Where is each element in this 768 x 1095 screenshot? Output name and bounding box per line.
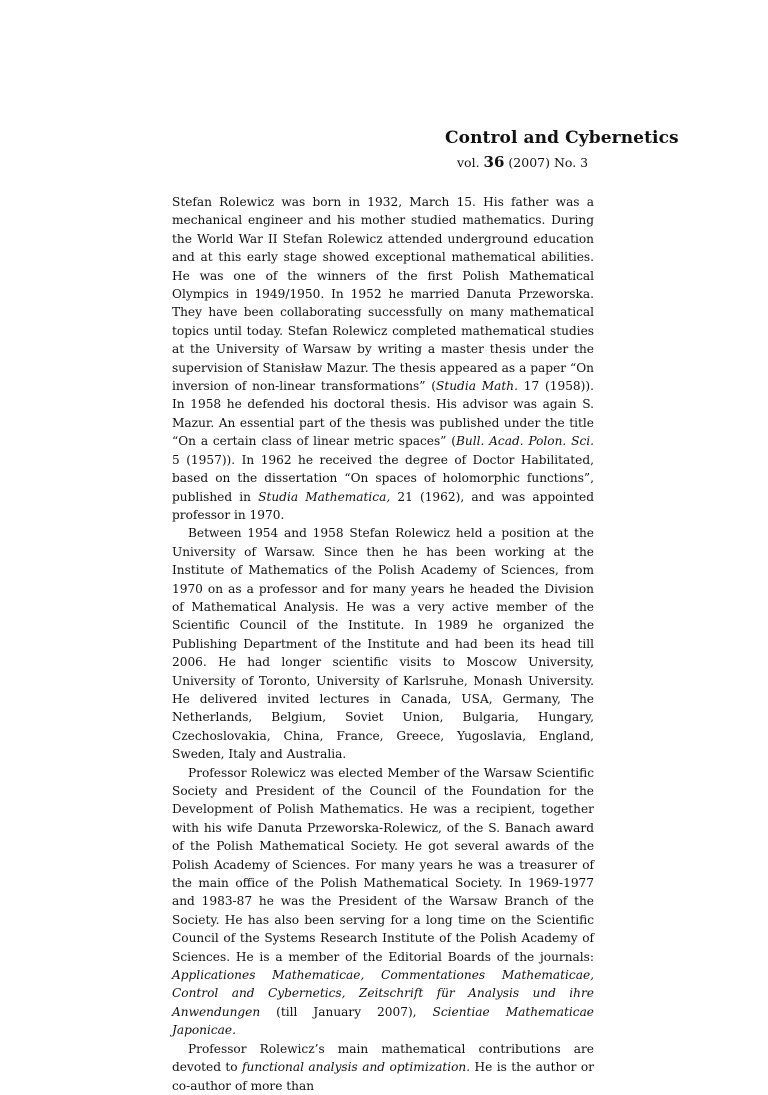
journal-title: Control and Cybernetics: [445, 128, 679, 148]
italic-text: Applicationes Mathematicae, Commentationes Mathematicae, Control and Cybernetics, Zeitschrift für Analysis und ihre Anwendungen: [172, 968, 594, 1019]
text-segment: Between 1954 and 1958 Stefan Rolewicz held a position at the University of Warsaw. Since then he has been working at the Institute of Mathematics of the Polish Academy of Sciences, from 1970 on as a professor and for many years he headed the Division of Mathematical Analysis. He was a very active member of the Scientific Council of the Institute. In 1989 he organized the Publishing Department of the Institute and had been its head till 2006. He had longer scientific visits to Moscow University, University of Toronto, University of Karlsruhe, Monash University. He delivered invited lectures in Canada, USA, Germany, The Netherlands, Belgium, Soviet Union, Bulgaria, Hungary, Czechoslovakia, China, France, Greece, Yugoslavia, England, Sweden, Italy and Australia.: [172, 526, 594, 762]
text-segment: Professor Rolewicz’s main mathematical contributions are devoted to: [172, 1041, 594, 1075]
journal-volume-line: [457, 153, 588, 171]
italic-text: Studia Math.: [436, 379, 518, 394]
text-segment: Stefan Rolewicz was born in 1932, March 15. His father was a mechanical engineer and his mother studied mathematics. During the World War II Stefan Rolewicz attended underground education and at this early stage showed exceptional mathematical abilities. He was one of the winners of the first Polish Mathematical Olympics in 1949/1950. In 1952 he married Danuta Przeworska. They have been collaborating successfully on many mathematical topics until today. Stefan Rolewicz completed mathematical studies at the University of Warsaw by writing a master thesis under the supervision of Stanisław Mazur. The thesis appeared as a paper “On inversion of non-linear transformations” (: [172, 195, 594, 394]
text-segment: (till January 2007),: [260, 1004, 433, 1019]
text-segment: 17 (1958)). In 1958 he defended his doctoral thesis. His advisor was again S. Mazur. An essential part of the thesis was published under the title “On a certain class of linear metric spaces” (: [172, 379, 594, 449]
text-segment: Professor Rolewicz was elected Member of the Warsaw Scientific Society and President of the Council of the Foundation for the Development of Polish Mathematics. He was a recipient, together with his wife Danuta Przeworska-Rolewicz, of the S. Banach award of the Polish Mathematical Society. He got several awards of the Polish Academy of Sciences. For many years he was a treasurer of the main office of the Polish Mathematical Society. In 1969-1977 and 1983-87 he was the President of the Warsaw Branch of the Society. He has also been serving for a long time on the Scientific Council of the Systems Research Institute of the Polish Academy of Sciences. He is a member of the Editorial Boards of the journals:: [172, 765, 594, 964]
paragraph: [172, 764, 594, 1040]
paragraph: [172, 524, 594, 763]
volume-prefix: vol.: [457, 155, 480, 170]
text-segment: 21 (1962), and was appointed professor in 1970.: [172, 489, 594, 522]
text-segment: He is the author or co-author of more than: [172, 1060, 594, 1093]
text-segment: 5 (1957)). In 1962 he received the degree of Doctor Habilitated, based on the dissertation “On spaces of holomorphic functions”, published in: [172, 452, 594, 504]
year-issue: (2007) No. 3: [508, 155, 589, 170]
paragraph: [172, 1040, 594, 1095]
paragraph: [172, 193, 594, 524]
volume-number: 36: [483, 153, 505, 171]
italic-text: functional analysis and optimization.: [242, 1060, 471, 1075]
article-body: [172, 193, 594, 1095]
italic-text: Studia Mathematica,: [258, 489, 391, 504]
italic-text: Bull. Acad. Polon. Sci.: [455, 434, 594, 449]
italic-text: Scientiae Mathematicae Japonicae.: [172, 1004, 594, 1038]
